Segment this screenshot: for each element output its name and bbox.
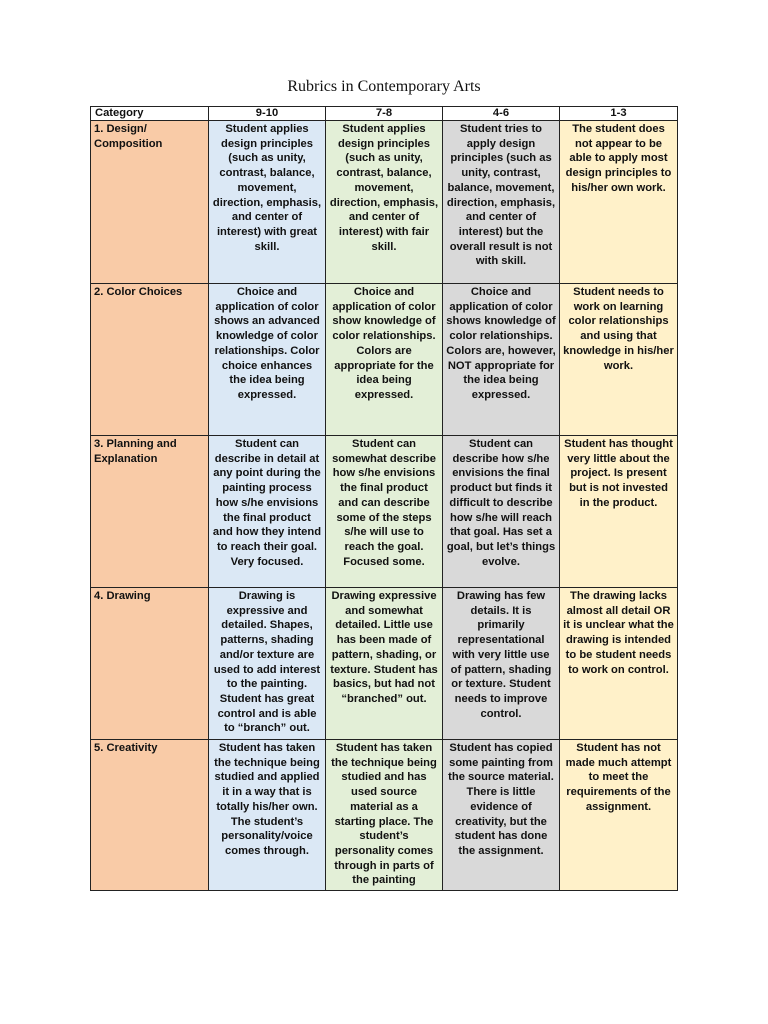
header-score-7-8: 7-8 (326, 107, 443, 121)
category-cell: 4. Drawing (91, 588, 209, 740)
page-title: Rubrics in Contemporary Arts (287, 78, 481, 95)
table-row (91, 740, 678, 891)
header-category: Category (91, 107, 209, 121)
table-row (91, 588, 678, 740)
score-cell-4-6: Student has copied some painting from the source material. There is little evidence of creativity, but the student has done the assignment. (443, 740, 560, 891)
score-cell-1-3: Student needs to work on learning color relationships and using that knowledge in his/her work. (560, 284, 678, 436)
score-cell-4-6: Student can describe how s/he envisions the final product but finds it difficult to describe how s/he will reach that goal. Has set a goal, but let’s things evolve. (443, 436, 560, 588)
table-row (91, 284, 678, 436)
score-cell-9-10: Drawing is expressive and detailed. Shapes, patterns, shading and/or texture are used to add interest to the painting. Student has great control and is able to “branch” out. (209, 588, 326, 740)
rubric-table (90, 106, 678, 891)
score-cell-1-3: Student has not made much attempt to meet the requirements of the assignment. (560, 740, 678, 891)
score-cell-9-10: Student has taken the technique being studied and applied it in a way that is totally his/her own. The student’s personality/voice comes through. (209, 740, 326, 891)
score-cell-7-8: Student has taken the technique being studied and has used source material as a starting place. The student’s personality comes through in parts of the painting (326, 740, 443, 891)
score-cell-4-6: Student tries to apply design principles (such as unity, contrast, balance, movement, direction, emphasis, and center of interest) but the overall result is not with skill. (443, 121, 560, 284)
score-cell-4-6: Choice and application of color shows knowledge of color relationships. Colors are, however, NOT appropriate for the idea being expressed. (443, 284, 560, 436)
score-cell-1-3: The student does not appear to be able to apply most design principles to his/her own work. (560, 121, 678, 284)
score-cell-7-8: Drawing expressive and somewhat detailed. Little use has been made of pattern, shading, or texture. Student has basics, but had not “branched” out. (326, 588, 443, 740)
category-cell: 3. Planning and Explanation (91, 436, 209, 588)
category-cell: 1. Design/ Composition (91, 121, 209, 284)
category-cell: 5. Creativity (91, 740, 209, 891)
score-cell-1-3: The drawing lacks almost all detail OR it is unclear what the drawing is intended to be student needs to work on control. (560, 588, 678, 740)
score-cell-9-10: Student can describe in detail at any point during the painting process how s/he envisions the final product and how they intend to reach their goal. Very focused. (209, 436, 326, 588)
score-cell-4-6: Drawing has few details. It is primarily representational with very little use of pattern, shading or texture. Student needs to improve control. (443, 588, 560, 740)
header-score-4-6: 4-6 (443, 107, 560, 121)
score-cell-7-8: Student applies design principles (such as unity, contrast, balance, movement, direction, emphasis, and center of interest) with fair skill. (326, 121, 443, 284)
header-row (91, 107, 678, 121)
table-row (91, 436, 678, 588)
score-cell-7-8: Choice and application of color show knowledge of color relationships. Colors are appropriate for the idea being expressed. (326, 284, 443, 436)
score-cell-7-8: Student can somewhat describe how s/he envisions the final product and can describe some of the steps s/he will use to reach the goal. Focused some. (326, 436, 443, 588)
header-score-1-3: 1-3 (560, 107, 678, 121)
category-cell: 2. Color Choices (91, 284, 209, 436)
score-cell-9-10: Choice and application of color shows an advanced knowledge of color relationships. Color choice enhances the idea being expressed. (209, 284, 326, 436)
table-row (91, 121, 678, 284)
score-cell-9-10: Student applies design principles (such as unity, contrast, balance, movement, direction, emphasis, and center of interest) with great skill. (209, 121, 326, 284)
score-cell-1-3: Student has thought very little about the project. Is present but is not invested in the product. (560, 436, 678, 588)
header-score-9-10: 9-10 (209, 107, 326, 121)
